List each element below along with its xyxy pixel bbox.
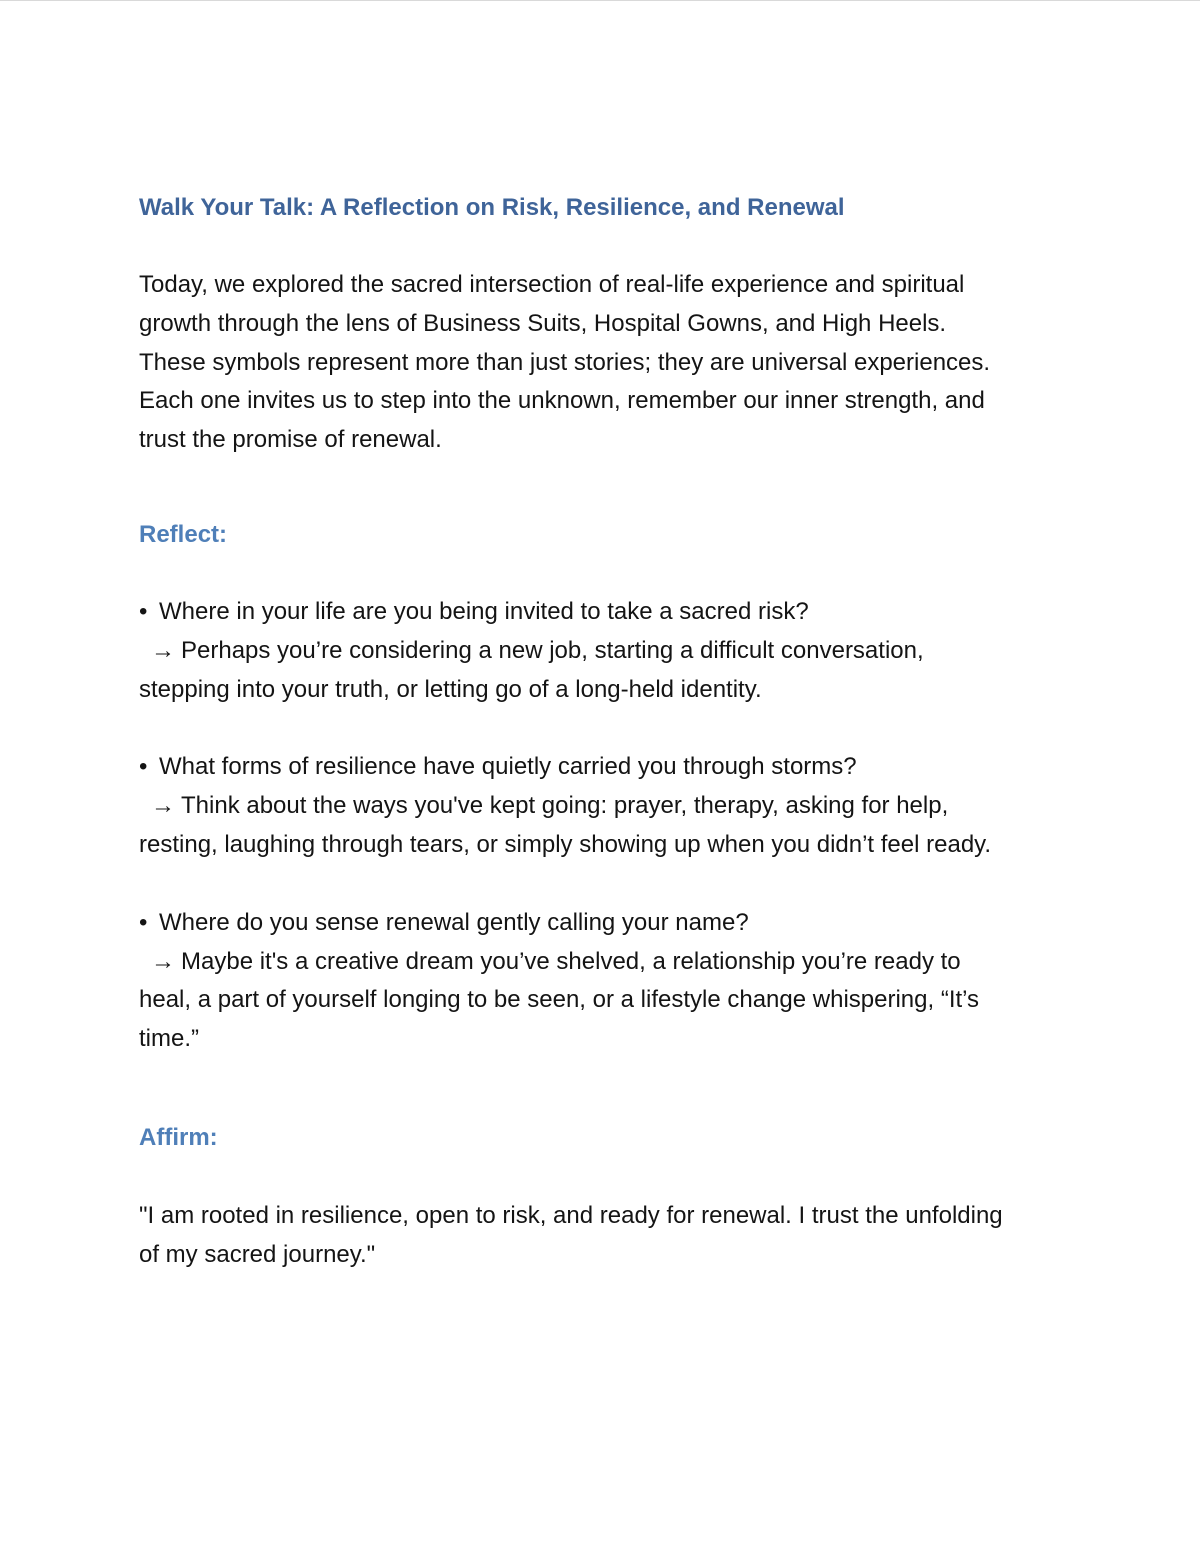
reflect-answer: Maybe it's a creative dream you’ve shelved, a relationship you’re ready to heal, a part of yourself longing to be seen, or a lifestyle change whispering, “It’s time.” — [139, 947, 980, 1053]
affirmation-text: "I am rooted in resilience, open to risk, and ready for renewal. I trust the unfolding of my sacred journey." — [139, 1201, 1003, 1268]
reflect-question: Where do you sense renewal gently calling your name? — [159, 908, 749, 936]
reflect-question: Where in your life are you being invited to take a sacred risk? — [159, 597, 809, 625]
bullet-icon: • — [139, 753, 148, 781]
document-title: Walk Your Talk: A Reflection on Risk, Resilience, and Renewal — [139, 194, 845, 221]
reflect-question-line — [139, 904, 1019, 943]
intro-paragraph: Today, we explored the sacred intersection of real-life experience and spiritual growth through the lens of Business Suits, Hospital Gowns, and High Heels. These symbols represent more than just stories; they are universal experiences. Each one invites us to step into the unknown, remember our inner strength, and trust the promise of renewal. — [139, 271, 991, 454]
affirm-heading: Affirm: — [139, 1123, 218, 1151]
reflect-question: What forms of resilience have quietly carried you through storms? — [159, 753, 857, 781]
arrow-right-icon: → — [151, 947, 175, 975]
reflect-item-renewal — [139, 904, 1019, 1059]
reflect-answer: Perhaps you’re considering a new job, starting a difficult conversation, stepping into your truth, or letting go of a long-held identity. — [139, 636, 924, 703]
reflect-list — [139, 593, 1019, 1059]
arrow-right-icon: → — [151, 792, 175, 820]
reflect-question-line — [139, 593, 1019, 632]
arrow-right-icon: → — [151, 636, 175, 664]
bullet-icon: • — [139, 908, 148, 936]
reflect-answer: Think about the ways you've kept going: prayer, therapy, asking for help, resting, laughing through tears, or simply showing up when you didn’t feel ready. — [139, 792, 992, 858]
reflect-item-risk — [139, 593, 1019, 709]
document-content — [139, 190, 1019, 1275]
reflect-question-line — [139, 748, 1019, 787]
reflect-item-resilience — [139, 748, 1019, 864]
bullet-icon: • — [139, 597, 148, 625]
reflect-heading: Reflect: — [139, 520, 228, 548]
